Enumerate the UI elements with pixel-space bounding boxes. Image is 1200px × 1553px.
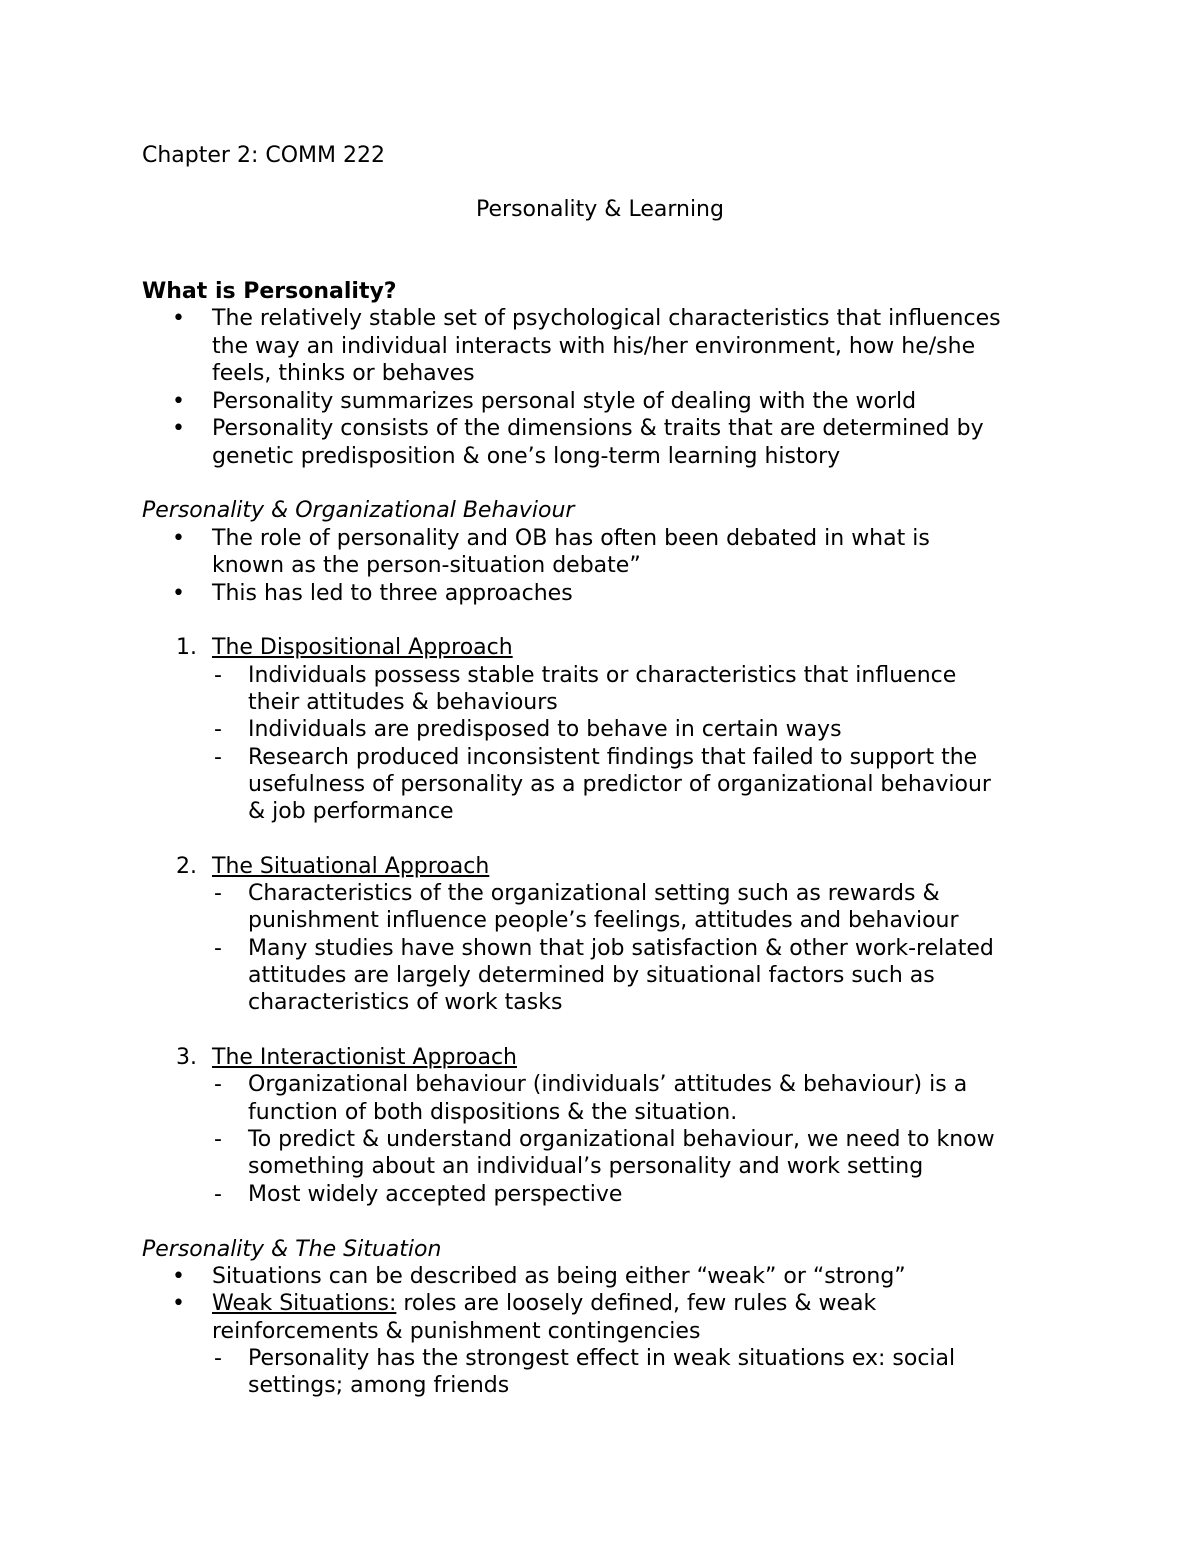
weak-situations-term: Weak Situations:: [212, 1291, 397, 1316]
approach-title-dispositional: The Dispositional Approach: [212, 635, 513, 660]
heading-personality-ob: Personality & Organizational Behaviour: [142, 498, 575, 523]
dash-marker: -: [214, 663, 222, 688]
dash-marker: -: [214, 745, 222, 770]
dash-text: Personality has the strongest effect in weak situations ex: social: [248, 1346, 956, 1371]
dash-text: Organizational behaviour (individuals’ attitudes & behaviour) is a: [248, 1072, 968, 1097]
bullet-text: This has led to three approaches: [212, 581, 573, 606]
bullet-text: feels, thinks or behaves: [212, 361, 475, 386]
dash-marker: -: [214, 881, 222, 906]
bullet-marker: •: [172, 1291, 185, 1316]
bullet-text: Situations can be described as being either “weak” or “strong”: [212, 1264, 906, 1289]
bullet-marker: •: [172, 1264, 185, 1289]
dash-text: their attitudes & behaviours: [248, 690, 558, 715]
dash-text: Individuals possess stable traits or characteristics that influence: [248, 663, 957, 688]
dash-text: something about an individual’s personality and work setting: [248, 1154, 924, 1179]
bullet-text: the way an individual interacts with his/her environment, how he/she: [212, 334, 976, 359]
bullet-text: [212, 1290, 876, 1318]
dash-text: To predict & understand organizational behaviour, we need to know: [248, 1127, 995, 1152]
heading-personality-situation: Personality & The Situation: [142, 1237, 442, 1262]
dash-marker: -: [214, 936, 222, 961]
bullet-marker: •: [172, 306, 185, 331]
dash-text: Characteristics of the organizational setting such as rewards &: [248, 881, 940, 906]
dash-text: Many studies have shown that job satisfaction & other work-related: [248, 936, 994, 961]
dash-text: characteristics of work tasks: [248, 990, 563, 1015]
list-number: 2.: [176, 854, 197, 879]
approach-title-situational: The Situational Approach: [212, 854, 490, 879]
chapter-line: Chapter 2: COMM 222: [142, 143, 385, 168]
dash-text: settings; among friends: [248, 1373, 510, 1398]
list-number: 1.: [176, 635, 197, 660]
dash-text: usefulness of personality as a predictor of organizational behaviour: [248, 772, 991, 797]
dash-marker: -: [214, 1127, 222, 1152]
dash-marker: -: [214, 1182, 222, 1207]
document-title: Personality & Learning: [476, 197, 724, 222]
dash-marker: -: [214, 1072, 222, 1097]
bullet-marker: •: [172, 581, 185, 606]
bullet-text: genetic predisposition & one’s long-term learning history: [212, 444, 841, 469]
dash-marker: -: [214, 1346, 222, 1371]
dash-text: & job performance: [248, 799, 454, 824]
weak-situations-definition: roles are loosely defined, few rules & weak: [396, 1291, 877, 1316]
heading-what-is-personality: What is Personality?: [142, 279, 397, 304]
bullet-text: The relatively stable set of psychological characteristics that influences: [212, 306, 1001, 331]
list-number: 3.: [176, 1045, 197, 1070]
bullet-text: Personality consists of the dimensions & traits that are determined by: [212, 416, 984, 441]
dash-text: attitudes are largely determined by situational factors such as: [248, 963, 935, 988]
dash-text: Individuals are predisposed to behave in certain ways: [248, 717, 842, 742]
bullet-marker: •: [172, 389, 185, 414]
dash-text: Most widely accepted perspective: [248, 1182, 623, 1207]
bullet-text: reinforcements & punishment contingencies: [212, 1319, 701, 1344]
dash-text: Research produced inconsistent findings that failed to support the: [248, 745, 978, 770]
bullet-text: Personality summarizes personal style of dealing with the world: [212, 389, 917, 414]
bullet-marker: •: [172, 526, 185, 551]
approach-title-interactionist: The Interactionist Approach: [212, 1045, 517, 1070]
bullet-text: known as the person-situation debate”: [212, 553, 641, 578]
dash-text: punishment influence people’s feelings, attitudes and behaviour: [248, 908, 959, 933]
dash-marker: -: [214, 717, 222, 742]
bullet-marker: •: [172, 416, 185, 441]
dash-text: function of both dispositions & the situation.: [248, 1100, 738, 1125]
bullet-text: The role of personality and OB has often been debated in what is: [212, 526, 930, 551]
